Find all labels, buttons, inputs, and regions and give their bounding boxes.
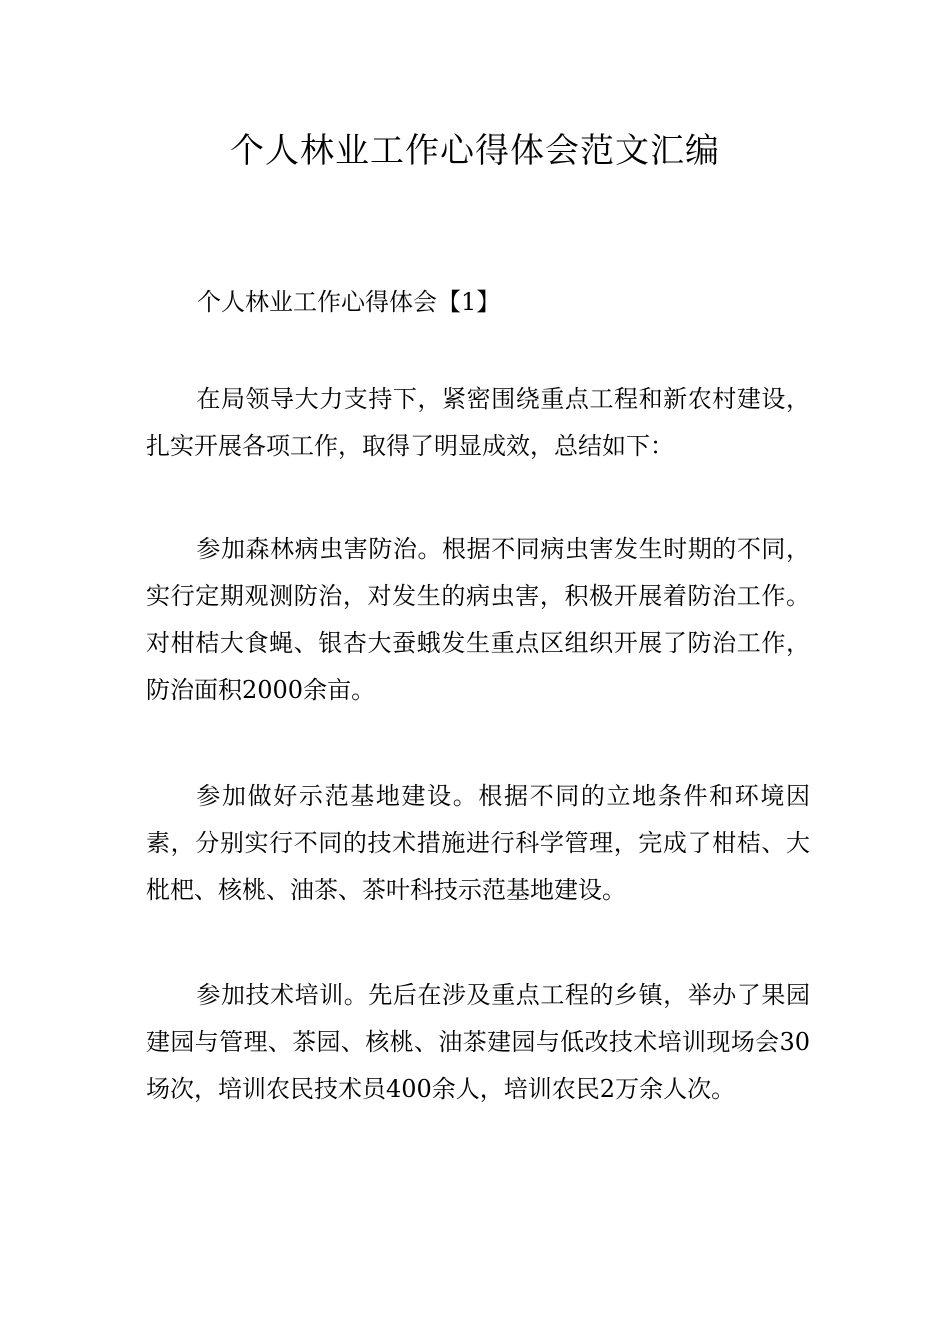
paragraph-demo-base: 参加做好示范基地建设。根据不同的立地条件和环境因素，分别实行不同的技术措施进行科学管理，完成了柑桔、大枇杷、核桃、油茶、茶叶科技示范基地建设。 bbox=[146, 782, 810, 904]
document-title: 个人林业工作心得体会范文汇编 bbox=[230, 131, 720, 171]
section-heading: 个人林业工作心得体会【1】 bbox=[197, 288, 501, 316]
paragraph-pest-control: 参加森林病虫害防治。根据不同病虫害发生时期的不同，实行定期观测防治，对发生的病虫害，积极开展着防治工作。对柑桔大食蝇、银杏大蚕蛾发生重点区组织开展了防治工作，防治面积2000余亩。 bbox=[146, 535, 810, 704]
paragraph-intro: 在局领导大力支持下，紧密围绕重点工程和新农村建设，扎实开展各项工作，取得了明显成效，总结如下： bbox=[146, 385, 810, 460]
paragraph-training: 参加技术培训。先后在涉及重点工程的乡镇，举办了果园建园与管理、茶园、核桃、油茶建园与低改技术培训现场会30场次，培训农民技术员400余人，培训农民2万余人次。 bbox=[146, 981, 810, 1103]
